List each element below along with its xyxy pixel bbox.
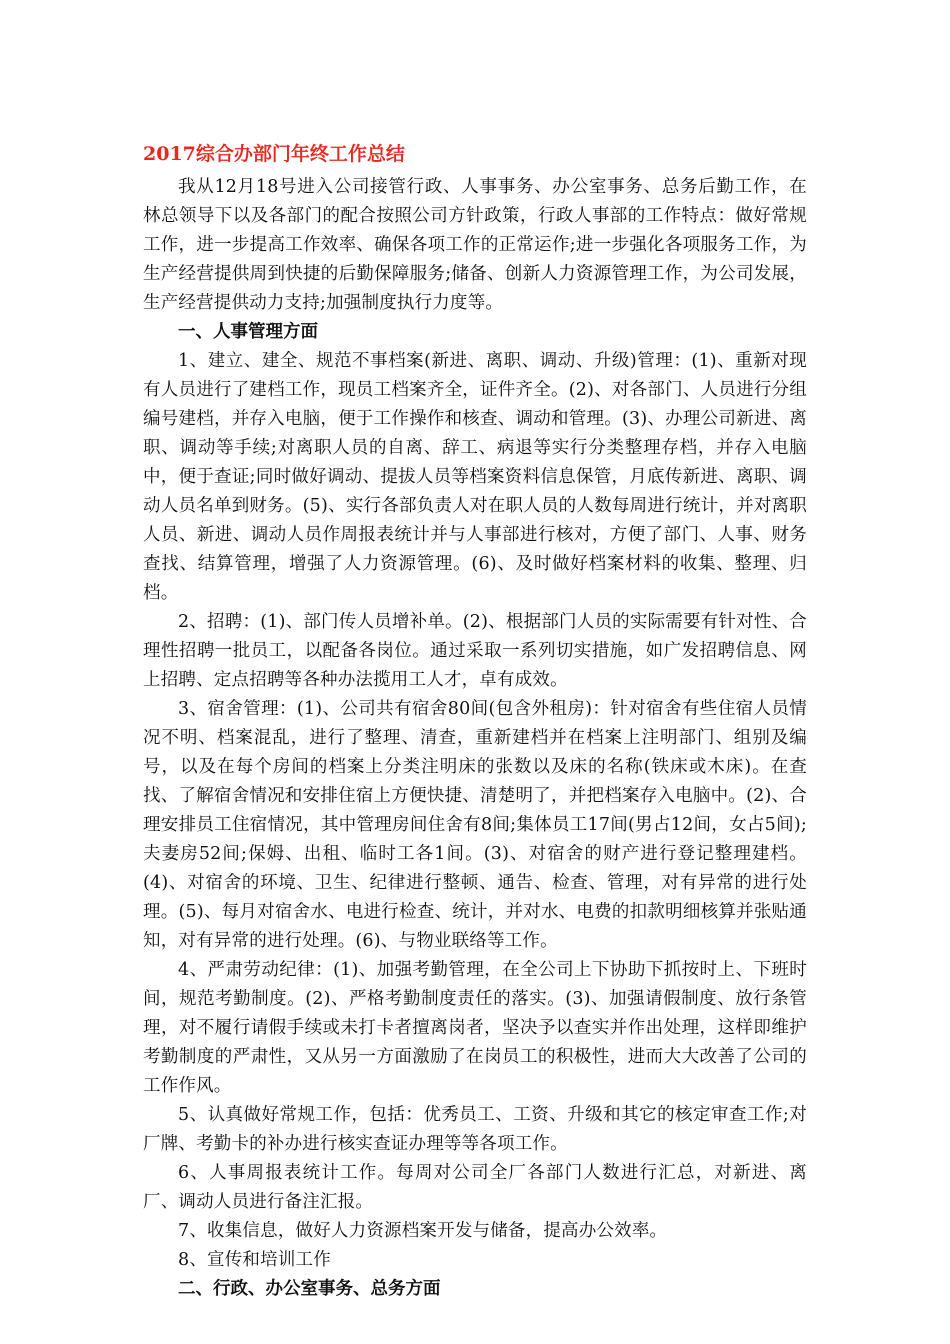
section-heading-administration: 二、行政、办公室事务、总务方面	[178, 1279, 441, 1299]
item-information: 7、收集信息，做好人力资源档案开发与储备，提高办公效率。	[178, 1221, 668, 1241]
item-training: 8、宣传和培训工作	[178, 1250, 331, 1270]
item-dormitory: 3、宿舍管理：(1)、公司共有宿舍80间(包含外租房)：针对宿舍有些住宿人员情况不明、档案混乱，进行了整理、清查，重新建档并在档案上注明部门、组别及编号，以及在每个房间的档案上分类注明床的张数以及床的名称(铁床或木床)。在查找、了解宿舍情况和安排住宿上方便快捷、清楚明了，并把档案存入电脑中。(2)、合理安排员工住宿情况，其中管理房间住舍有8间;集体员工17间(男占12间，女占5间);夫妻房52间;保姆、出租、临时工各1间。(3)、对宿舍的财产进行登记整理建档。(4)、对宿舍的环境、卫生、纪律进行整顿、通告、检查、管理，对有异常的进行处理。(5)、每月对宿舍水、电进行检查、统计，并对水、电费的扣款明细核算并张贴通知，对有异常的进行处理。(6)、与物业联络等工作。	[143, 699, 807, 951]
item-discipline: 4、严肃劳动纪律：(1)、加强考勤管理，在全公司上下协助下抓按时上、下班时间，规范考勤制度。(2)、严格考勤制度责任的落实。(3)、加强请假制度、放行条管理，对不履行请假手续或未打卡者擅离岗者，坚决予以查实并作出处理，这样即维护考勤制度的严肃性，又从另一方面激励了在岗员工的积极性，进而大大改善了公司的工作作风。	[143, 960, 807, 1096]
item-weekly-report: 6、人事周报表统计工作。每周对公司全厂各部门人数进行汇总，对新进、离厂、调动人员进行备注汇报。	[143, 1163, 807, 1212]
section-heading-personnel: 一、人事管理方面	[178, 322, 318, 342]
document-title: 2017综合办部门年终工作总结	[143, 143, 405, 165]
item-archives: 1、建立、建全、规范不事档案(新进、离职、调动、升级)管理：(1)、重新对现有人员进行了建档工作，现员工档案齐全，证件齐全。(2)、对各部门、人员进行分组编号建档，并存入电脑，便于工作操作和核查、调动和管理。(3)、办理公司新进、离职、调动等手续;对离职人员的自离、辞工、病退等实行分类整理存档，并存入电脑中，便于查证;同时做好调动、提拔人员等档案资料信息保管，月底传新进、离职、调动人员名单到财务。(5)、实行各部负责人对在职人员的人数每周进行统计，并对离职人员、新进、调动人员作周报表统计并与人事部进行核对，方便了部门、人事、财务查找、结算管理，增强了人力资源管理。(6)、及时做好档案材料的收集、整理、归档。	[143, 351, 807, 603]
document-page	[143, 138, 807, 1304]
item-routine-work: 5、认真做好常规工作，包括：优秀员工、工资、升级和其它的核定审查工作;对厂牌、考勤卡的补办进行核实查证办理等等各项工作。	[143, 1105, 807, 1154]
intro-paragraph: 我从12月18号进入公司接管行政、人事事务、办公室事务、总务后勤工作，在林总领导下以及各部门的配合按照公司方针政策，行政人事部的工作特点：做好常规工作，进一步提高工作效率、确保各项工作的正常运作;进一步强化各项服务工作，为生产经营提供周到快捷的后勤保障服务;储备、创新人力资源管理工作，为公司发展，生产经营提供动力支持;加强制度执行力度等。	[143, 177, 807, 313]
item-recruitment: 2、招聘：(1)、部门传人员增补单。(2)、根据部门人员的实际需要有针对性、合理性招聘一批员工，以配备各岗位。通过采取一系列切实措施，如广发招聘信息、网上招聘、定点招聘等各种办法揽用工人才，卓有成效。	[143, 612, 807, 690]
